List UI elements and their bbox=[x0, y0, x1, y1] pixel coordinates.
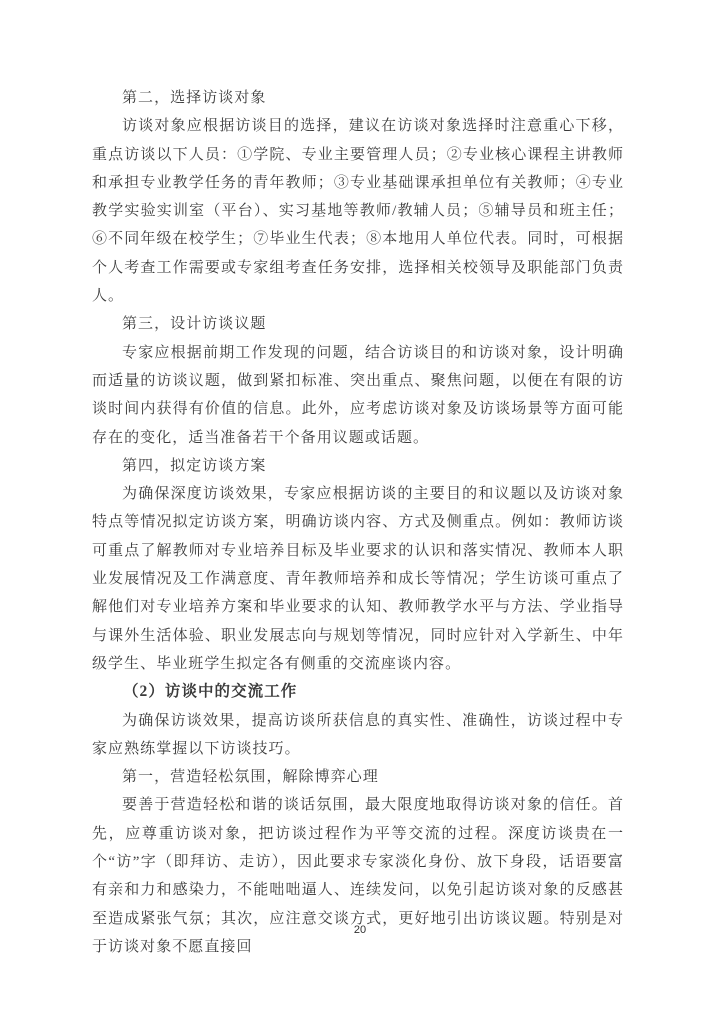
page-number: 20 bbox=[353, 924, 367, 936]
section-heading-communication-work: （2）访谈中的交流工作 bbox=[123, 683, 298, 701]
section-heading-design-topics: 第三，设计访谈议题 bbox=[122, 316, 267, 333]
paragraph-draft-plan: 为确保深度访谈效果，专家应根据访谈的主要目的和议题以及访谈对象特点等情况拟定访谈方案，明确访谈内容、方式及侧重点。例如：教师访谈可重点了解教师对专业培养目标及毕业要求的认识和落实情况、教师本人职业发展情况及工作满意度、青年教师培养和成长等情况；学生访谈可重点了解他们对专业培养方案和毕业要求的认知、教师教学水平与方法、学业指导与课外生活体验、职业发展志向与规划等情况，同时应针对入学新生、中年级学生、毕业班学生拟定各有侧重的交流座谈内容。 bbox=[92, 486, 624, 672]
paragraph-relaxed-atmosphere: 要善于营造轻松和谐的谈话氛围，最大限度地取得访谈对象的信任。首先，应尊重访谈对象，把访谈过程作为平等交流的过程。深度访谈贵在一个“访”字（即拜访、走访），因此要求专家淡化身份、放下身段，话语要富有亲和力和感染力，不能咄咄逼人、连续发问，以免引起访谈对象的反感甚至造成紧张气氛；其次，应注意交谈方式，更好地引出访谈议题。特别是对于访谈对象不愿直接回 bbox=[92, 797, 624, 955]
paragraph-design-topics: 专家应根据前期工作发现的问题，结合访谈目的和访谈对象，设计明确而适量的访谈议题，做到紧扣标准、突出重点、聚焦问题，以便在有限的访谈时间内获得有价值的信息。此外，应考虑访谈对象及访谈场景等方面可能存在的变化，适当准备若干个备用议题或话题。 bbox=[92, 344, 624, 446]
paragraph-interview-subjects: 访谈对象应根据访谈目的选择，建议在访谈对象选择时注意重心下移，重点访谈以下人员：①学院、专业主要管理人员；②专业核心课程主讲教师和承担专业教学任务的青年教师；③专业基础课承担单位有关教师；④专业教学实验实训室（平台）、实习基地等教师/教辅人员；⑤辅导员和班主任；⑥不同年级在校学生；⑦毕业生代表；⑧本地用人单位代表。同时，可根据个人考查工作需要或专家组考查任务安排，选择相关校领导及职能部门负责人。 bbox=[92, 118, 624, 305]
page-body-text bbox=[92, 84, 624, 961]
section-heading-choose-subjects: 第二，选择访谈对象 bbox=[122, 90, 267, 106]
section-heading-draft-plan: 第四，拟定访谈方案 bbox=[122, 457, 267, 474]
paragraph-communication-intro: 为确保访谈效果，提高访谈所获信息的真实性、准确性，访谈过程中专家应熟练掌握以下访谈技巧。 bbox=[92, 712, 624, 757]
section-heading-relaxed-atmosphere: 第一，营造轻松氛围，解除博弈心理 bbox=[122, 769, 379, 786]
